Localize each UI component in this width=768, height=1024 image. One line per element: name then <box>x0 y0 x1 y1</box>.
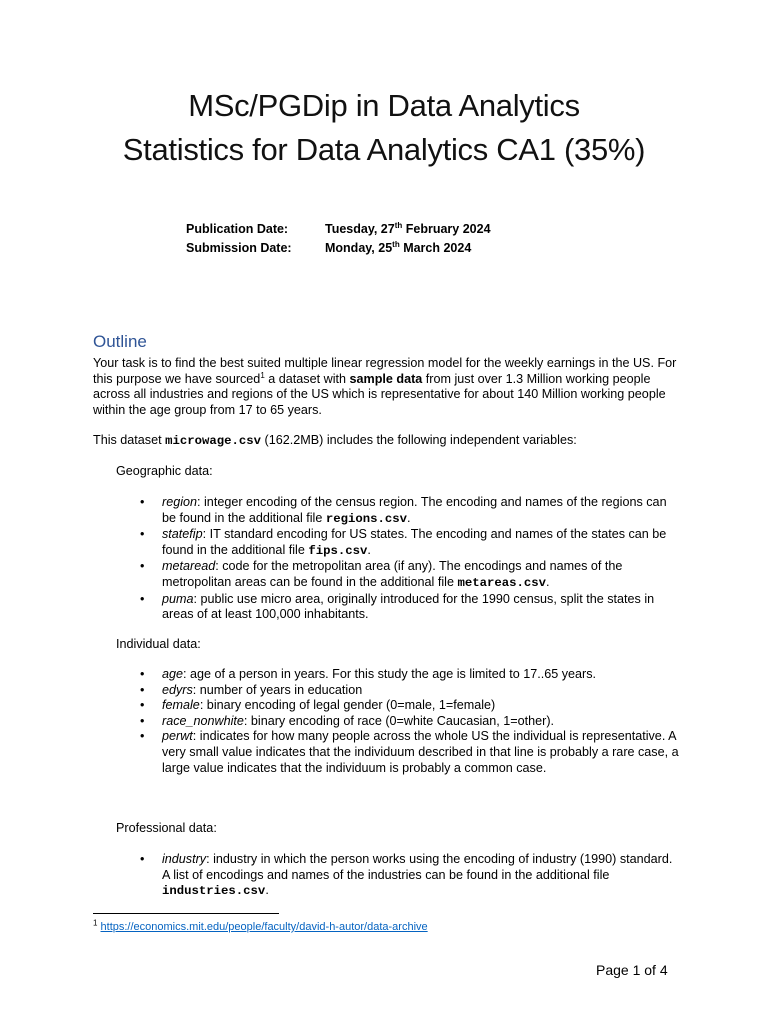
bullet: • <box>140 667 145 681</box>
bullet: • <box>140 852 145 866</box>
bullet: • <box>140 682 145 697</box>
bullet: • <box>140 729 145 744</box>
filename: regions.csv <box>325 511 408 526</box>
document-subtitle: Statistics for Data Analytics CA1 (35%) <box>122 132 646 167</box>
intro-text: a dataset with <box>264 371 350 386</box>
variable-name: edyrs <box>162 682 193 697</box>
publication-ordinal: th <box>394 220 403 230</box>
variable-description: : integer encoding of the census region. The encoding and names of the regions can be found in the additional file <box>162 495 667 525</box>
variable-name: female <box>162 698 200 713</box>
variable-description: : binary encoding of race (0=white Caucasian, 1=other). <box>243 713 555 728</box>
variable-name: race_nonwhite <box>162 713 244 728</box>
bullet: • <box>140 495 145 509</box>
submission-date-value <box>325 241 471 255</box>
geographic-variable-list <box>140 495 680 623</box>
punctuation: . <box>407 510 411 525</box>
variable-description: : number of years in education <box>192 682 363 697</box>
list-item <box>140 667 680 683</box>
list-item <box>140 729 680 776</box>
individual-data-label: Individual data: <box>116 637 201 651</box>
bullet: • <box>140 713 145 728</box>
professional-variable-list <box>140 852 680 900</box>
list-item <box>140 559 680 591</box>
page-number: Page 1 of 4 <box>596 962 668 978</box>
submission-month-year: March 2024 <box>399 241 472 255</box>
variable-name: puma <box>162 591 194 606</box>
variable-description: : binary encoding of legal gender (0=male, 1=female) <box>199 698 496 713</box>
variable-description: : industry in which the person works using the encoding of industry (1990) standard. A list of encodings and names of the industries can be found in the additional file <box>162 852 673 882</box>
footnote-number: 1 <box>93 918 98 928</box>
variable-name: statefip <box>162 527 203 542</box>
submission-date-label: Submission Date: <box>186 241 292 255</box>
outline-heading: Outline <box>93 332 147 351</box>
variable-description: : code for the metropolitan area (if any). The encodings and names of the metropolitan areas can be found in the additional file <box>162 559 623 589</box>
footnote-separator <box>93 913 279 914</box>
variable-description: : age of a person in years. For this study the age is limited to 17..65 years. <box>183 667 597 681</box>
bullet: • <box>140 527 145 542</box>
punctuation: . <box>265 883 269 898</box>
dataset-filename: microwage.csv <box>165 434 262 448</box>
variable-name: perwt <box>162 729 193 744</box>
document-title: MSc/PGDip in Data Analytics <box>188 88 580 123</box>
bullet: • <box>140 591 145 606</box>
list-item <box>140 852 680 900</box>
variable-name: age <box>162 667 184 681</box>
list-item <box>140 714 680 730</box>
submission-ordinal: th <box>392 239 400 249</box>
intro-paragraph <box>93 356 683 418</box>
variable-description: : indicates for how many people across the whole US the individual is representative. A very small value indicates that the individuum described in that line is probably a rare case, a large value indicates that the individuum is probably a common case. <box>162 729 679 775</box>
bullet: • <box>140 559 145 574</box>
footnote-link[interactable]: https://economics.mit.edu/people/faculty/david-h-autor/data-archive <box>100 921 428 933</box>
footnote <box>93 918 428 933</box>
variable-description: : IT standard encoding for US states. The encoding and names of the states can be found in the additional file <box>162 527 667 557</box>
list-item <box>140 683 680 699</box>
variable-name: metaread <box>162 559 216 574</box>
intro-text: from just over 1.3 Million working people across all industries and regions of the US which is representative for about 140 Million working people within the age group from 17 to 65 years. <box>93 371 666 417</box>
filename: fips.csv <box>308 543 368 558</box>
bullet: • <box>140 698 145 713</box>
footnote-ref: 1 <box>260 370 265 380</box>
dataset-text: This dataset <box>93 433 166 447</box>
list-item <box>140 592 680 623</box>
filename: metareas.csv <box>457 575 547 590</box>
punctuation: . <box>367 542 371 557</box>
publication-date-label: Publication Date: <box>186 222 289 236</box>
publication-date-value <box>325 222 491 236</box>
professional-data-label: Professional data: <box>116 821 217 835</box>
filename: industries.csv <box>162 884 266 899</box>
intro-text: Your task is to find the best suited multiple linear regression model for the weekly earnings in the US. For this purpose we have sourced <box>93 356 677 386</box>
list-item <box>140 698 680 714</box>
publication-month-year: February 2024 <box>402 222 491 236</box>
submission-day: Monday, 25 <box>325 241 393 255</box>
variable-name: industry <box>162 852 207 866</box>
publication-day: Tuesday, 27 <box>325 222 395 236</box>
dataset-paragraph <box>93 433 683 450</box>
punctuation: . <box>546 574 550 589</box>
individual-variable-list <box>140 667 680 776</box>
geographic-data-label: Geographic data: <box>116 464 213 478</box>
intro-bold-text: sample data <box>349 371 423 386</box>
dataset-text: (162.2MB) includes the following independent variables: <box>261 433 577 447</box>
list-item <box>140 527 680 559</box>
list-item <box>140 495 680 527</box>
variable-name: region <box>162 495 198 509</box>
variable-description: : public use micro area, originally introduced for the 1990 census, split the states in areas of at least 100,000 inhabitants. <box>162 591 655 622</box>
